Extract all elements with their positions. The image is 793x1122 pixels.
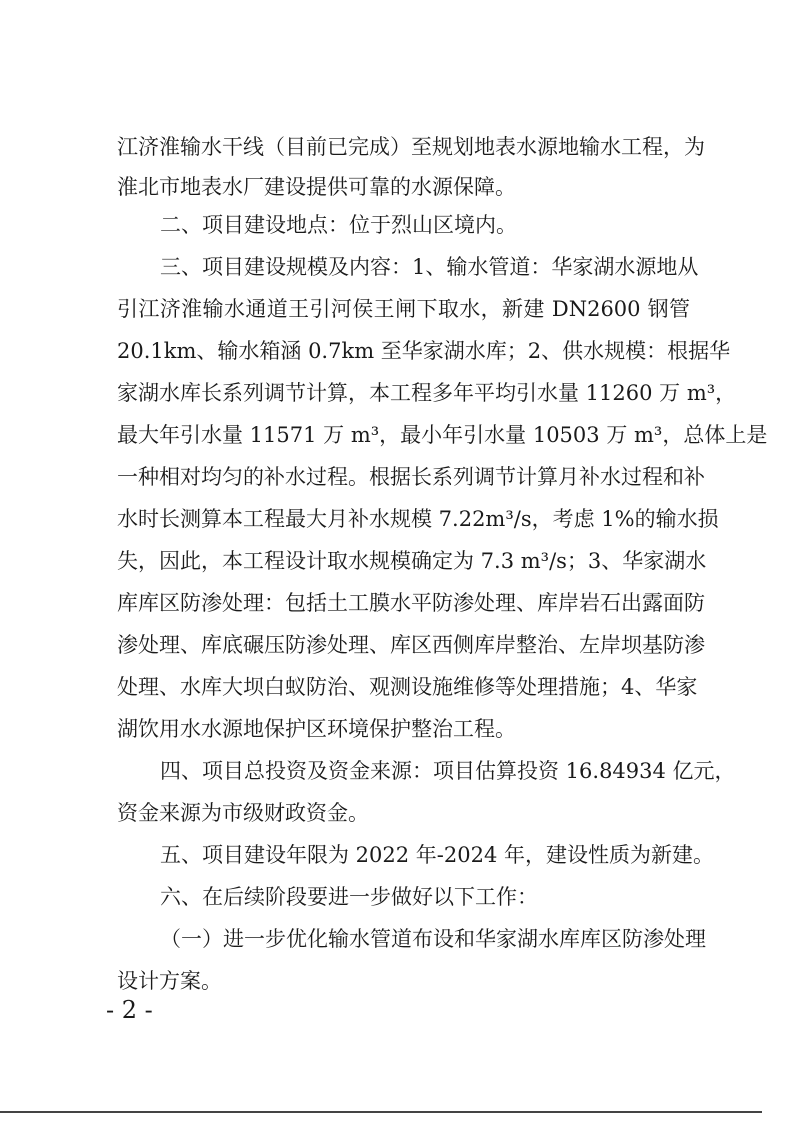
bottom-rule: [0, 1111, 762, 1113]
text-line: 资金来源为市级财政资金。: [117, 801, 369, 825]
text-line: 失，因此，本工程设计取水规模确定为 7.3 m³/s；3、华家湖水: [117, 549, 707, 573]
text-line: 引江济淮输水通道王引河侯王闸下取水，新建 DN2600 钢管: [117, 297, 690, 321]
text-line: 最大年引水量 11571 万 m³，最小年引水量 10503 万 m³，总体上是: [117, 423, 768, 447]
page-number: - 2 -: [106, 996, 153, 1024]
text-line: 四、项目总投资及资金来源：项目估算投资 16.84934 亿元，: [160, 759, 736, 783]
text-line: 设计方案。: [117, 969, 222, 993]
text-line: 五、项目建设年限为 2022 年-2024 年，建设性质为新建。: [160, 843, 715, 867]
text-line: （一）进一步优化输水管道布设和华家湖水库库区防渗处理: [160, 927, 706, 951]
text-line: 家湖水库长系列调节计算，本工程多年平均引水量 11260 万 m³，: [117, 381, 737, 405]
text-line: 六、在后续阶段要进一步做好以下工作：: [160, 885, 538, 909]
text-line: 淮北市地表水厂建设提供可靠的水源保障。: [117, 175, 516, 199]
text-line: 一种相对均匀的补水过程。根据长系列调节计算月补水过程和补: [117, 465, 705, 489]
text-line: 江济淮输水干线（目前已完成）至规划地表水源地输水工程，为: [117, 135, 705, 159]
text-line: 二、项目建设地点：位于烈山区境内。: [160, 213, 517, 237]
text-line: 湖饮用水水源地保护区环境保护整治工程。: [117, 717, 516, 741]
text-line: 20.1km、输水箱涵 0.7km 至华家湖水库；2、供水规模：根据华: [117, 339, 731, 363]
text-line: 处理、水库大坝白蚁防治、观测设施维修等处理措施；4、华家: [117, 675, 698, 699]
text-line: 渗处理、库底碾压防渗处理、库区西侧库岸整治、左岸坝基防渗: [117, 633, 705, 657]
text-line: 三、项目建设规模及内容：1、输水管道：华家湖水源地从: [160, 255, 699, 279]
text-line: 水时长测算本工程最大月补水规模 7.22m³/s，考虑 1%的输水损: [117, 507, 719, 531]
text-line: 库库区防渗处理：包括土工膜水平防渗处理、库岸岩石出露面防: [117, 591, 705, 615]
